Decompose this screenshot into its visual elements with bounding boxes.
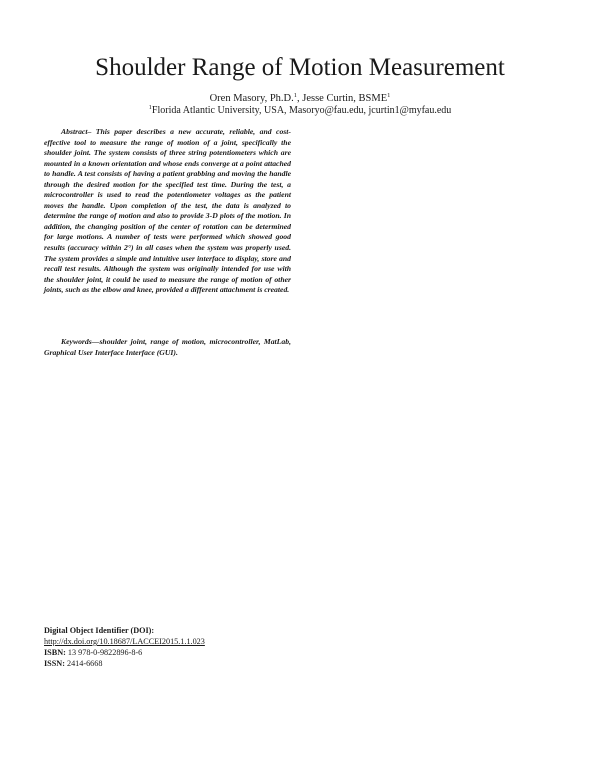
doi-label: Digital Object Identifier (DOI): [44, 626, 155, 635]
author-1-affil-marker: 1 [293, 92, 298, 99]
isbn-label: ISBN: [44, 648, 66, 657]
keywords [44, 337, 291, 358]
affiliation-line [0, 104, 600, 117]
doi-link[interactable]: http://dx.doi.org/10.18687/LACCEI2015.1.1.023 [44, 637, 205, 646]
abstract-label: Abstract– [61, 127, 92, 136]
publication-info [44, 625, 304, 669]
affiliation-marker: 1 [148, 104, 152, 111]
author-1: Oren Masory, Ph.D. [209, 93, 294, 104]
author-separator: , [297, 93, 303, 104]
issn-line [44, 658, 304, 669]
isbn-line [44, 647, 304, 658]
issn-value: 2414-6668 [64, 659, 103, 668]
keywords-label: Keywords [61, 337, 92, 346]
issn-label: ISSN: [44, 659, 65, 668]
abstract [44, 127, 291, 296]
isbn-value: 13 978-0-9822896-8-6 [65, 648, 143, 657]
keywords-text: —shoulder joint, range of motion, microcontroller, MatLab, Graphical User Interface Interface (GUI). [44, 337, 291, 357]
author-2: Jesse Curtin, BSME [302, 93, 388, 104]
abstract-text: This paper describes a new accurate, reliable, and cost-effective tool to measure the range of motion of a joint, specifically the shoulder joint. The system consists of three string potentiometers which are mounted in a known orientation and whose ends converge at a point attached to handle. A test consists of having a patient grabbing and moving the handle through the desired motion for the specified test time. During the test, a microcontroller is used to read the potentiometer voltages as the patient moves the handle. Upon completion of the test, the data is analyzed to determine the range of motion and also to provide 3-D plots of the motion. In addition, the changing position of the center of rotation can be determined for large motions. A number of tests were performed which showed good results (accuracy within 2°) in all cases when the system was properly used. The system provides a simple and intuitive user interface to display, store and recall test results. Although the system was originally intended for use with the shoulder joint, it could be used to measure the range of motion of other joints, such as the elbow and knee, provided a different attachment is created. [44, 127, 291, 295]
author-2-affil-marker: 1 [387, 92, 391, 99]
paper-title: Shoulder Range of Motion Measurement [95, 54, 505, 81]
affiliation-text: Florida Atlantic University, USA, Masoryo@fau.edu, jcurtin1@myfau.edu [151, 105, 452, 116]
